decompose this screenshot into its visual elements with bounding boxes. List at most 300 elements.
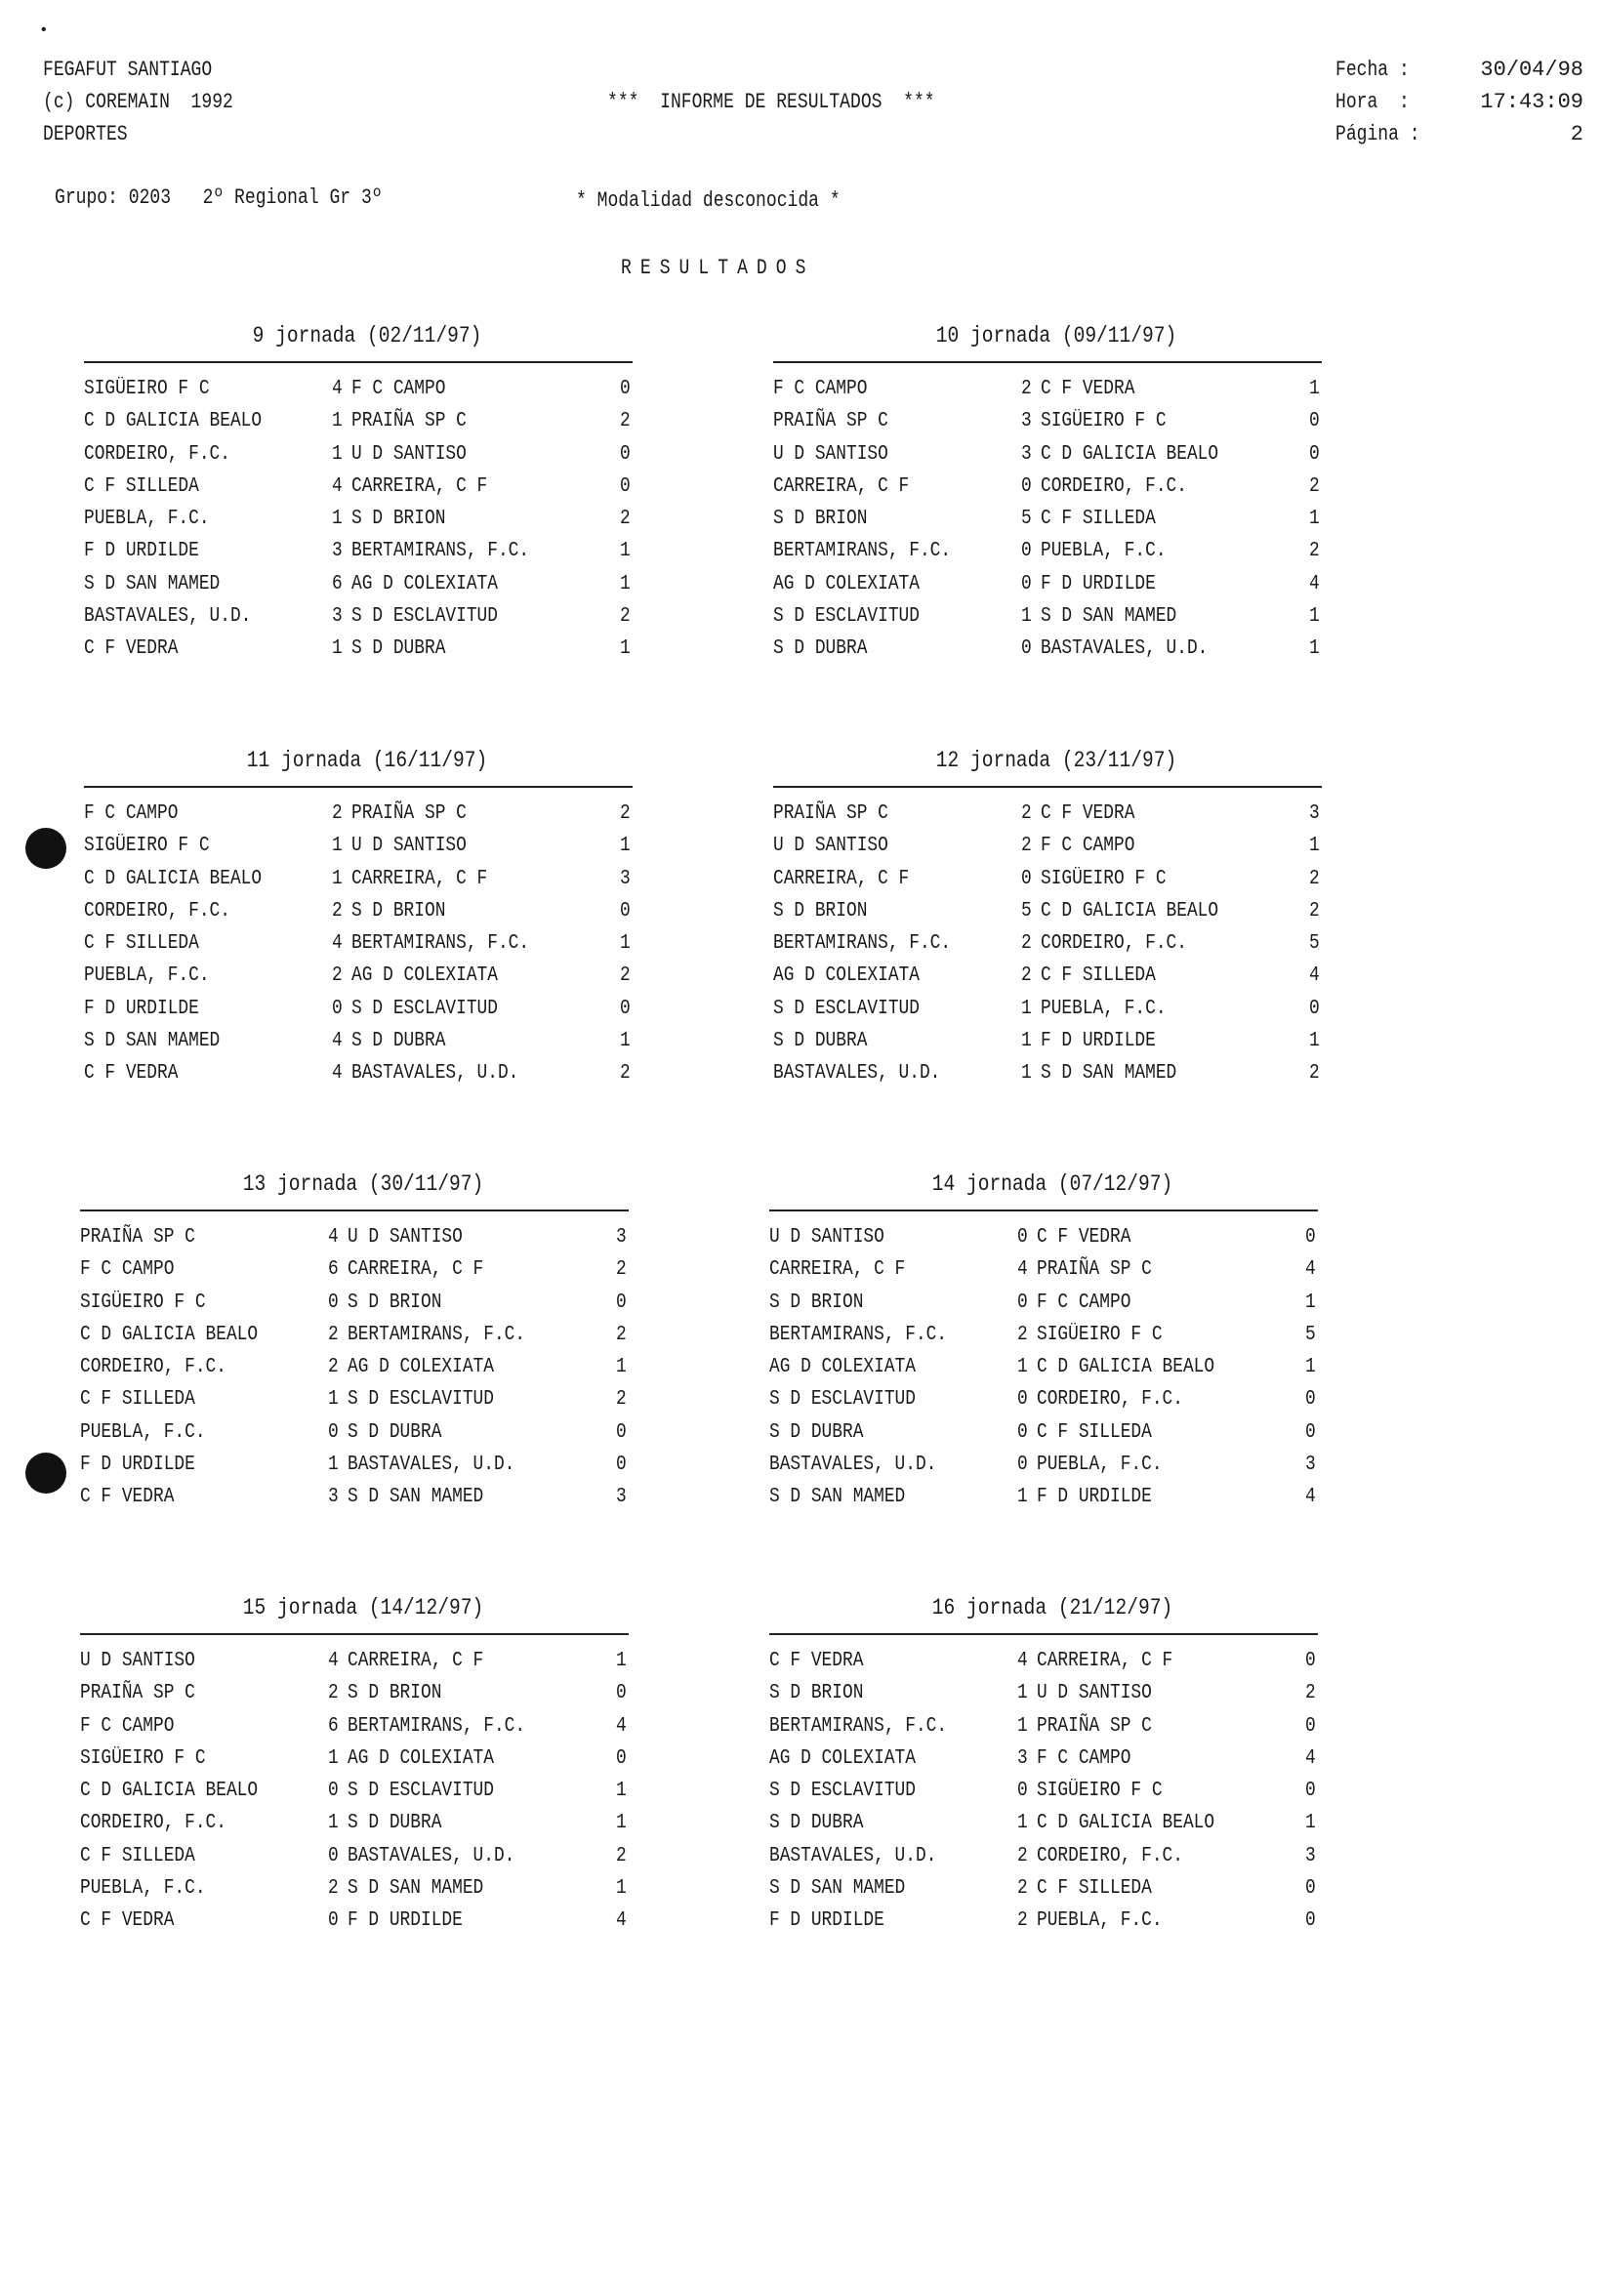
home-team: F D URDILDE (769, 1909, 884, 1933)
away-score: 0 (1309, 997, 1320, 1020)
home-score: 2 (328, 1877, 339, 1901)
home-team: SIGÜEIRO F C (84, 835, 210, 858)
home-team: PRAIÑA SP C (80, 1226, 195, 1249)
home-score: 1 (1017, 1682, 1028, 1705)
match-row (773, 373, 1339, 405)
away-team: S D SAN MAMED (1041, 1062, 1177, 1086)
match-row (84, 830, 650, 862)
home-team: CORDEIRO, F.C. (84, 899, 230, 922)
home-team: BASTAVALES, U.D. (773, 1062, 941, 1086)
time-label: Hora : (1335, 90, 1410, 114)
away-score: 1 (616, 1812, 627, 1835)
away-team: S D BRION (351, 899, 446, 922)
jornada-block (80, 1586, 646, 1938)
match-row (769, 1807, 1335, 1839)
match-row (80, 1807, 646, 1839)
divider (80, 1633, 629, 1635)
home-team: U D SANTISO (773, 835, 888, 858)
away-score: 0 (1305, 1780, 1316, 1803)
home-score: 4 (328, 1650, 339, 1672)
match-row (84, 960, 650, 992)
home-team: BASTAVALES, U.D. (769, 1454, 937, 1477)
home-score: 1 (1017, 1714, 1028, 1738)
away-score: 2 (1309, 899, 1320, 922)
home-score: 3 (1017, 1746, 1028, 1770)
home-score: 5 (1021, 899, 1032, 922)
away-score: 2 (620, 802, 631, 825)
away-score: 0 (1305, 1388, 1316, 1412)
match-row (84, 405, 650, 437)
away-score: 2 (620, 605, 631, 629)
home-score: 1 (328, 1812, 339, 1835)
header-meta (1335, 54, 1583, 150)
home-score: 2 (328, 1682, 339, 1705)
match-row (84, 633, 650, 665)
home-score: 6 (328, 1714, 339, 1738)
home-team: PUEBLA, F.C. (84, 508, 210, 531)
home-team: F C CAMPO (773, 378, 868, 400)
home-score: 1 (328, 1746, 339, 1770)
home-team: PUEBLA, F.C. (80, 1420, 206, 1444)
home-team: S D ESCLAVITUD (773, 605, 920, 629)
away-team: SIGÜEIRO F C (1041, 410, 1167, 433)
home-team: S D SAN MAMED (84, 1030, 221, 1053)
away-score: 0 (1305, 1909, 1316, 1933)
away-team: U D SANTISO (351, 835, 467, 858)
away-team: BERTAMIRANS, F.C. (348, 1714, 526, 1738)
match-row (84, 993, 650, 1025)
home-team: S D DUBRA (769, 1812, 864, 1835)
away-team: S D DUBRA (348, 1812, 442, 1835)
away-team: C F SILLEDA (1041, 964, 1156, 988)
home-team: AG D COLEXIATA (769, 1746, 916, 1770)
away-score: 2 (1309, 867, 1320, 890)
match-row (84, 927, 650, 960)
away-score: 2 (1305, 1682, 1316, 1705)
match-row (80, 1319, 646, 1351)
away-team: F C CAMPO (1037, 1291, 1131, 1314)
away-score: 3 (616, 1486, 627, 1509)
home-score: 0 (1017, 1420, 1028, 1444)
home-team: S D BRION (773, 899, 868, 922)
home-team: BASTAVALES, U.D. (769, 1844, 937, 1867)
away-team: S D DUBRA (351, 637, 446, 661)
home-score: 2 (332, 964, 343, 988)
home-score: 2 (332, 899, 343, 922)
divider (84, 786, 633, 788)
away-team: PUEBLA, F.C. (1037, 1454, 1163, 1477)
home-team: C F SILLEDA (84, 474, 199, 498)
away-score: 4 (616, 1714, 627, 1738)
home-team: AG D COLEXIATA (773, 572, 920, 595)
away-score: 0 (1309, 410, 1320, 433)
match-row (769, 1742, 1335, 1775)
away-score: 0 (1305, 1877, 1316, 1901)
home-team: C F SILLEDA (80, 1844, 195, 1867)
match-row (80, 1449, 646, 1481)
home-team: C F VEDRA (769, 1650, 864, 1672)
home-team: C D GALICIA BEALO (84, 410, 263, 433)
away-team: F C CAMPO (351, 378, 446, 400)
away-team: C F SILLEDA (1037, 1877, 1152, 1901)
match-row (769, 1416, 1335, 1449)
away-team: PRAIÑA SP C (1037, 1714, 1152, 1738)
time-row (1335, 86, 1583, 118)
home-score: 4 (332, 474, 343, 498)
divider (773, 361, 1322, 363)
away-score: 3 (1309, 802, 1320, 825)
away-score: 5 (1309, 932, 1320, 956)
away-team: BERTAMIRANS, F.C. (348, 1323, 526, 1346)
away-team: C D GALICIA BEALO (1041, 442, 1219, 466)
home-score: 1 (332, 835, 343, 858)
match-row (84, 863, 650, 895)
match-row (84, 600, 650, 633)
match-row (773, 471, 1339, 503)
away-team: AG D COLEXIATA (348, 1746, 494, 1770)
home-team: F C CAMPO (80, 1714, 175, 1738)
away-score: 2 (1309, 1062, 1320, 1086)
home-score: 2 (1017, 1844, 1028, 1867)
home-team: S D DUBRA (773, 637, 868, 661)
match-row (769, 1840, 1335, 1872)
home-team: U D SANTISO (769, 1226, 884, 1249)
home-team: F D URDILDE (84, 997, 199, 1020)
home-team: BERTAMIRANS, F.C. (769, 1714, 948, 1738)
home-team: PRAIÑA SP C (773, 802, 888, 825)
report-title: *** INFORME DE RESULTADOS *** (607, 90, 935, 114)
match-row (773, 568, 1339, 600)
away-score: 2 (1309, 474, 1320, 498)
match-row (769, 1449, 1335, 1481)
home-team: F C CAMPO (84, 802, 179, 825)
away-score: 1 (616, 1780, 627, 1803)
away-team: CORDEIRO, F.C. (1041, 932, 1187, 956)
away-score: 0 (616, 1682, 627, 1705)
away-team: CARREIRA, C F (348, 1650, 484, 1672)
home-score: 5 (1021, 508, 1032, 531)
jornada-title: 15 jornada (14/12/97) (242, 1595, 484, 1620)
match-row (769, 1677, 1335, 1709)
away-team: C D GALICIA BEALO (1037, 1812, 1215, 1835)
home-team: S D BRION (769, 1682, 864, 1705)
away-team: S D BRION (351, 508, 446, 531)
home-team: S D BRION (769, 1291, 864, 1314)
section-title: RESULTADOS (621, 256, 815, 280)
match-row (84, 895, 650, 927)
home-team: CARREIRA, C F (773, 867, 910, 890)
away-team: C F SILLEDA (1037, 1420, 1152, 1444)
home-score: 2 (1021, 802, 1032, 825)
home-score: 0 (1017, 1291, 1028, 1314)
match-row (773, 960, 1339, 992)
away-score: 0 (1305, 1714, 1316, 1738)
home-team: S D ESCLAVITUD (769, 1388, 916, 1412)
match-row (773, 830, 1339, 862)
home-score: 4 (328, 1226, 339, 1249)
home-team: AG D COLEXIATA (769, 1356, 916, 1379)
date-row (1335, 54, 1583, 86)
home-score: 2 (1017, 1877, 1028, 1901)
away-team: AG D COLEXIATA (348, 1356, 494, 1379)
away-team: F D URDILDE (1041, 572, 1156, 595)
away-team: PUEBLA, F.C. (1041, 997, 1167, 1020)
home-team: C D GALICIA BEALO (84, 867, 263, 890)
department-line: DEPORTES (43, 122, 128, 146)
jornada-block (769, 1586, 1335, 1938)
away-score: 2 (1309, 540, 1320, 563)
home-score: 1 (332, 637, 343, 661)
home-team: S D ESCLAVITUD (769, 1780, 916, 1803)
home-score: 0 (328, 1780, 339, 1803)
away-team: BASTAVALES, U.D. (348, 1844, 515, 1867)
away-team: CORDEIRO, F.C. (1041, 474, 1187, 498)
away-team: BERTAMIRANS, F.C. (351, 540, 530, 563)
home-score: 0 (1017, 1226, 1028, 1249)
home-team: C F SILLEDA (80, 1388, 195, 1412)
home-score: 0 (1021, 572, 1032, 595)
match-row (773, 405, 1339, 437)
punch-hole (25, 1453, 66, 1494)
jornada-title: 16 jornada (21/12/97) (931, 1595, 1173, 1620)
home-team: C F VEDRA (80, 1486, 175, 1509)
away-team: SIGÜEIRO F C (1041, 867, 1167, 890)
jornada-title: 14 jornada (07/12/97) (931, 1171, 1173, 1197)
away-team: S D BRION (348, 1291, 442, 1314)
jornada-block (80, 1163, 646, 1514)
away-team: BASTAVALES, U.D. (348, 1454, 515, 1477)
home-score: 0 (332, 997, 343, 1020)
match-row (80, 1872, 646, 1905)
away-score: 2 (620, 410, 631, 433)
match-row (84, 438, 650, 471)
divider (773, 786, 1322, 788)
home-score: 1 (328, 1388, 339, 1412)
away-score: 4 (1309, 964, 1320, 988)
home-score: 4 (332, 1030, 343, 1053)
away-score: 1 (1309, 508, 1320, 531)
home-score: 1 (328, 1454, 339, 1477)
home-team: SIGÜEIRO F C (80, 1291, 206, 1314)
away-score: 0 (616, 1454, 627, 1477)
away-team: CORDEIRO, F.C. (1037, 1388, 1183, 1412)
away-team: S D DUBRA (348, 1420, 442, 1444)
home-score: 1 (1021, 1030, 1032, 1053)
home-score: 2 (1021, 378, 1032, 400)
away-score: 0 (1305, 1420, 1316, 1444)
match-row (80, 1221, 646, 1253)
away-score: 0 (616, 1420, 627, 1444)
away-team: CARREIRA, C F (351, 474, 488, 498)
away-score: 1 (616, 1356, 627, 1379)
home-score: 0 (1021, 867, 1032, 890)
away-score: 1 (1309, 378, 1320, 400)
match-row (769, 1319, 1335, 1351)
home-team: C F VEDRA (84, 1062, 179, 1086)
away-score: 1 (620, 572, 631, 595)
jornada-block (84, 739, 650, 1090)
match-row (769, 1645, 1335, 1677)
away-score: 1 (1309, 605, 1320, 629)
jornada-title: 9 jornada (02/11/97) (252, 323, 482, 348)
jornada-block (773, 314, 1339, 666)
group-name: 2º Regional Gr 3º (202, 185, 383, 210)
match-row (773, 503, 1339, 535)
away-team: F D URDILDE (1037, 1486, 1152, 1509)
punch-hole (25, 828, 66, 869)
home-score: 0 (1021, 474, 1032, 498)
match-row (80, 1351, 646, 1383)
away-team: S D SAN MAMED (348, 1486, 484, 1509)
home-score: 0 (328, 1909, 339, 1933)
away-score: 2 (616, 1323, 627, 1346)
home-score: 0 (1021, 540, 1032, 563)
away-score: 1 (616, 1650, 627, 1672)
match-row (769, 1351, 1335, 1383)
home-score: 3 (1021, 410, 1032, 433)
away-score: 4 (1305, 1258, 1316, 1282)
jornada-block (773, 739, 1339, 1090)
home-score: 3 (332, 605, 343, 629)
away-score: 4 (1305, 1746, 1316, 1770)
away-score: 1 (620, 540, 631, 563)
match-row (80, 1677, 646, 1709)
match-row (80, 1840, 646, 1872)
home-score: 2 (328, 1323, 339, 1346)
away-team: C F VEDRA (1037, 1226, 1131, 1249)
away-score: 0 (616, 1291, 627, 1314)
home-team: U D SANTISO (773, 442, 888, 466)
home-team: CORDEIRO, F.C. (80, 1356, 226, 1379)
home-score: 0 (1017, 1388, 1028, 1412)
home-score: 0 (328, 1420, 339, 1444)
match-row (773, 438, 1339, 471)
home-score: 1 (332, 442, 343, 466)
match-row (84, 1057, 650, 1089)
date-label: Fecha : (1335, 58, 1410, 82)
home-team: C F VEDRA (80, 1909, 175, 1933)
home-team: BERTAMIRANS, F.C. (773, 932, 952, 956)
away-team: BASTAVALES, U.D. (351, 1062, 519, 1086)
home-team: PUEBLA, F.C. (84, 964, 210, 988)
away-score: 0 (1309, 442, 1320, 466)
home-team: S D DUBRA (773, 1030, 868, 1053)
away-team: C D GALICIA BEALO (1037, 1356, 1215, 1379)
home-score: 1 (1021, 605, 1032, 629)
away-team: S D SAN MAMED (348, 1877, 484, 1901)
away-score: 4 (616, 1909, 627, 1933)
away-team: C F SILLEDA (1041, 508, 1156, 531)
home-score: 1 (332, 867, 343, 890)
match-row (769, 1905, 1335, 1937)
home-score: 3 (1021, 442, 1032, 466)
away-score: 1 (616, 1877, 627, 1901)
away-team: CARREIRA, C F (348, 1258, 484, 1282)
jornada-block (769, 1163, 1335, 1514)
away-team: C F VEDRA (1041, 802, 1135, 825)
away-team: PUEBLA, F.C. (1041, 540, 1167, 563)
away-score: 2 (616, 1844, 627, 1867)
divider (84, 361, 633, 363)
home-team: C D GALICIA BEALO (80, 1780, 259, 1803)
date-value: 30/04/98 (1480, 58, 1583, 82)
match-row (84, 503, 650, 535)
match-row (773, 535, 1339, 567)
home-team: U D SANTISO (80, 1650, 195, 1672)
page-row (1335, 118, 1583, 150)
match-row (773, 1025, 1339, 1057)
away-team: BERTAMIRANS, F.C. (351, 932, 530, 956)
match-row (773, 993, 1339, 1025)
home-score: 2 (1017, 1323, 1028, 1346)
away-score: 0 (616, 1746, 627, 1770)
away-score: 0 (620, 997, 631, 1020)
home-team: S D ESCLAVITUD (773, 997, 920, 1020)
home-score: 0 (1017, 1454, 1028, 1477)
away-score: 1 (620, 637, 631, 661)
away-score: 1 (1309, 637, 1320, 661)
home-score: 0 (1017, 1780, 1028, 1803)
home-team: F D URDILDE (84, 540, 199, 563)
away-team: F D URDILDE (348, 1909, 463, 1933)
jornada-title: 13 jornada (30/11/97) (242, 1171, 484, 1197)
home-score: 2 (332, 802, 343, 825)
match-row (80, 1253, 646, 1286)
away-score: 3 (616, 1226, 627, 1249)
home-team: SIGÜEIRO F C (80, 1746, 206, 1770)
match-row (773, 895, 1339, 927)
match-row (773, 633, 1339, 665)
match-row (84, 373, 650, 405)
home-score: 1 (1021, 997, 1032, 1020)
match-row (773, 798, 1339, 830)
home-score: 6 (332, 572, 343, 595)
home-team: CARREIRA, C F (769, 1258, 906, 1282)
away-team: S D ESCLAVITUD (348, 1780, 494, 1803)
match-row (769, 1710, 1335, 1742)
home-score: 3 (328, 1486, 339, 1509)
home-score: 2 (328, 1356, 339, 1379)
away-team: U D SANTISO (348, 1226, 463, 1249)
page-label: Página : (1335, 122, 1420, 146)
away-score: 1 (620, 835, 631, 858)
away-team: PRAIÑA SP C (1037, 1258, 1152, 1282)
home-score: 4 (332, 1062, 343, 1086)
away-score: 3 (620, 867, 631, 890)
home-team: F C CAMPO (80, 1258, 175, 1282)
away-team: CORDEIRO, F.C. (1037, 1844, 1183, 1867)
group-code: Grupo: 0203 (55, 185, 172, 210)
away-score: 2 (616, 1258, 627, 1282)
away-team: PRAIÑA SP C (351, 802, 467, 825)
away-team: C D GALICIA BEALO (1041, 899, 1219, 922)
away-score: 1 (1309, 1030, 1320, 1053)
jornada-block (84, 314, 650, 666)
home-team: PRAIÑA SP C (80, 1682, 195, 1705)
home-score: 4 (332, 378, 343, 400)
away-team: AG D COLEXIATA (351, 572, 498, 595)
home-score: 1 (1017, 1812, 1028, 1835)
modality: * Modalidad desconocida * (576, 188, 841, 213)
group-info (55, 185, 454, 210)
home-score: 1 (332, 410, 343, 433)
home-score: 0 (328, 1291, 339, 1314)
match-row (80, 1742, 646, 1775)
away-score: 3 (1305, 1454, 1316, 1477)
away-team: BASTAVALES, U.D. (1041, 637, 1209, 661)
away-score: 1 (1309, 835, 1320, 858)
home-score: 2 (1021, 932, 1032, 956)
